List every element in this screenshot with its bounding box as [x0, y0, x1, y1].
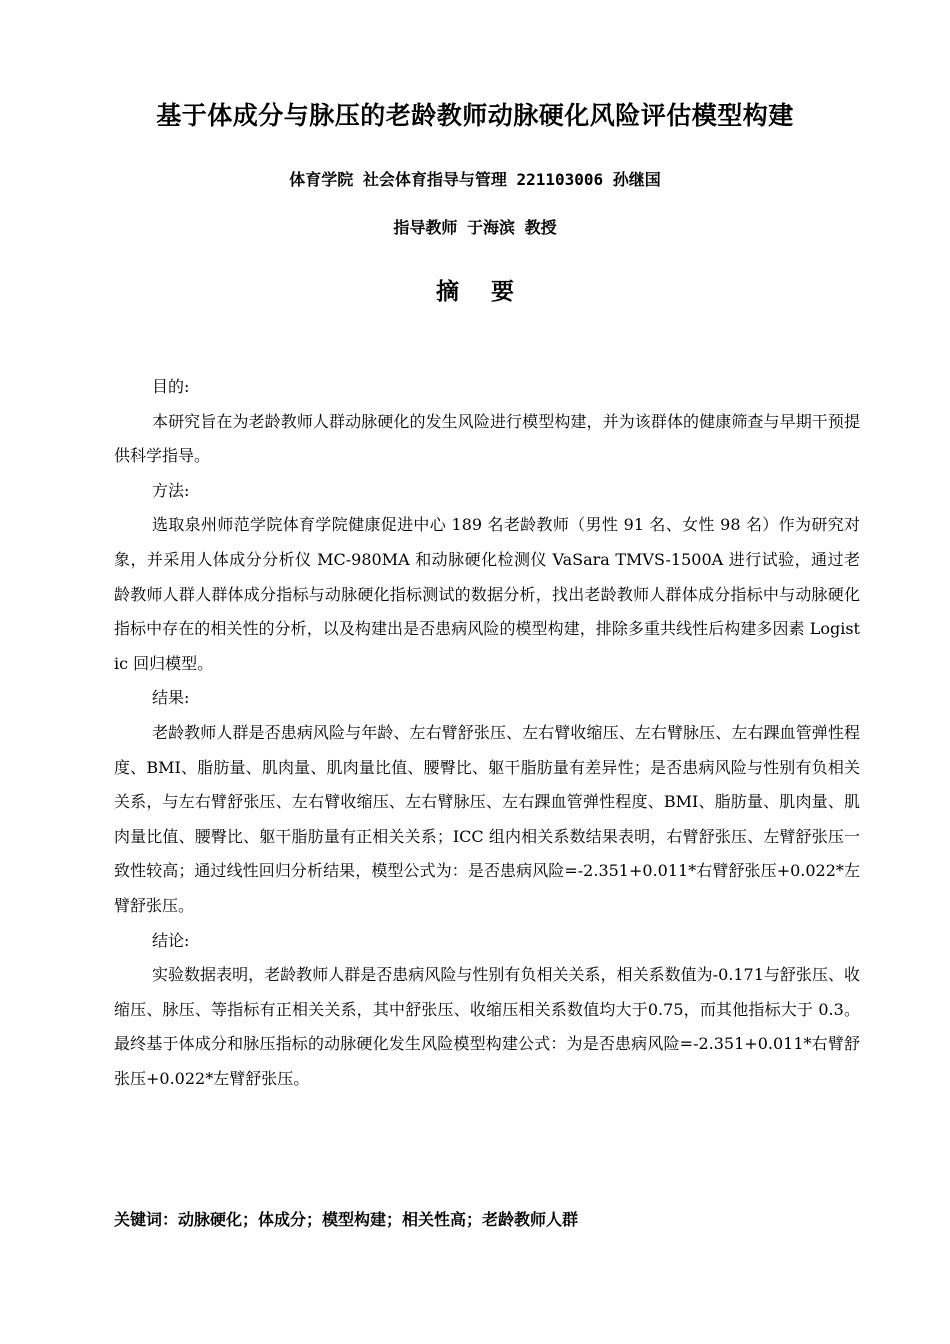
- purpose-label: 目的:: [152, 377, 190, 396]
- keywords-line: 关键词：动脉硬化；体成分；模型构建；相关性高；老龄教师人群: [114, 1210, 579, 1229]
- conclusion-label: 结论:: [152, 930, 190, 950]
- method-paragraph: 选取泉州师范学院体育学院健康促进中心 189 名老龄教师（男性 91 名、女性 98 名）作为研究对象，并采用人体成分分析仪 MC-980MA 和动脉硬化检测仪 VaSara TMVS-1500A 进行试验，通过老龄教师人群人群体成分指标与动脉硬化指标测试的数据分析，找出老龄教师人群体成分指标中与动脉硬化指标中存在的相关性的分析，以及构建出是否患病风险的模型构建，排除多重共线性后构建多因素 Logistic 回归模型。: [114, 515, 860, 673]
- author-line: 体育学院 社会体育指导与管理 221103006 孙继国: [289, 170, 661, 189]
- paper-title: 基于体成分与脉压的老龄教师动脉硬化风险评估模型构建: [156, 101, 794, 130]
- abstract-body: [114, 370, 860, 1096]
- advisor-line: 指导教师 于海滨 教授: [393, 218, 557, 237]
- method-label: 方法:: [152, 480, 190, 500]
- purpose-paragraph: 本研究旨在为老龄教师人群动脉硬化的发生风险进行模型构建，并为该群体的健康筛查与早期干预提供科学指导。: [114, 411, 860, 466]
- result-paragraph: 老龄教师人群是否患病风险与年龄、左右臂舒张压、左右臂收缩压、左右臂脉压、左右踝血管弹性程度、BMI、脂肪量、肌肉量、肌肉量比值、腰臀比、躯干脂肪量有差异性；是否患病风险与性别有负相关关系，与左右臂舒张压、左右臂收缩压、左右臂脉压、左右踝血管弹性程度、BMI、脂肪量、肌肉量、肌肉量比值、腰臀比、躯干脂肪量有正相关关系；ICC 组内相关系数结果表明，右臂舒张压、左臂舒张压一致性较高；通过线性回归分析结果，模型公式为：是否患病风险=-2.351+0.011*右臂舒张压+0.022*左臂舒张压。: [114, 722, 860, 915]
- conclusion-paragraph: 实验数据表明，老龄教师人群是否患病风险与性别有负相关关系，相关系数值为-0.171与舒张压、收缩压、脉压、等指标有正相关关系，其中舒张压、收缩压相关系数值均大于0.75，而其他指标大于 0.3。最终基于体成分和脉压指标的动脉硬化发生风险模型构建公式：为是否患病风险=-2.351+0.011*右臂舒张压+0.022*左臂舒张压。: [114, 965, 860, 1088]
- abstract-heading: 摘要: [436, 279, 546, 305]
- result-label: 结果:: [152, 688, 190, 708]
